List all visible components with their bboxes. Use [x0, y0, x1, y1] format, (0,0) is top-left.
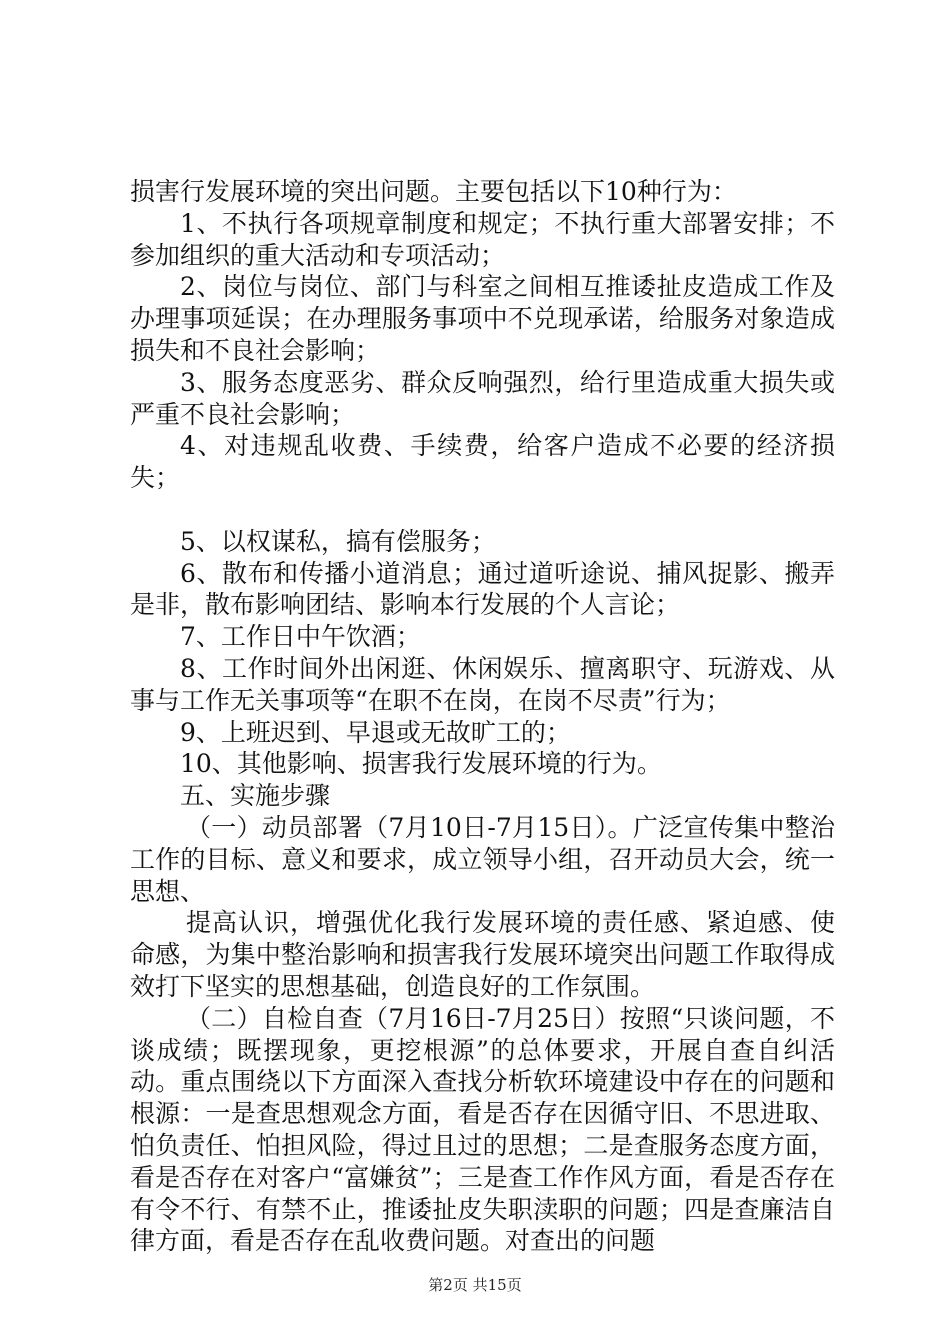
page-footer: 第2页 共15页 — [428, 1276, 522, 1294]
paragraph-step-1: （一）动员部署（7月10日-7月15日）。广泛宣传集中整治工作的目标、意义和要求，成立领导小组，召开动员大会，统一思想、 — [130, 812, 835, 906]
paragraph-item-10: 10、其他影响、损害我行发展环境的行为。 — [180, 749, 662, 779]
paragraph-item-7: 7、工作日中午饮酒； — [180, 622, 421, 652]
paragraph-item-9: 9、上班迟到、早退或无故旷工的； — [180, 717, 571, 747]
paragraph-step-2: （二）自检自查（7月16日-7月25日）按照“只谈问题，不谈成绩；既摆现象，更挖根源”的总体要求，开展自查自纠活动。重点围绕以下方面深入查找分析软环境建设中存在的问题和根源：一是查思想观念方面，看是否存在因循守旧、不思进取、怕负责任、怕担风险，得过且过的思想；二是查服务态度方面，看是否存在对客户“富嫌贫”；三是查工作作风方面，看是否存在有令不行、有禁不止，推诿扯皮失职渎职的问题；四是查廉洁自律方面，看是否存在乱收费问题。对查出的问题 — [130, 1003, 835, 1256]
document-body — [130, 176, 835, 1257]
paragraph-intro: 损害行发展环境的突出问题。主要包括以下10种行为： — [130, 177, 737, 206]
paragraph-item-3: 3、服务态度恶劣、群众反响强烈，给行里造成重大损失或严重不良社会影响； — [130, 367, 835, 429]
paragraph-item-4: 4、对违规乱收费、手续费，给客户造成不必要的经济损失； — [130, 431, 835, 493]
paragraph-item-5: 5、以权谋私，搞有偿服务； — [180, 526, 496, 556]
section-heading-implementation: 五、实施步骤 — [180, 781, 331, 811]
paragraph-item-2: 2、岗位与岗位、部门与科室之间相互推诿扯皮造成工作及办理事项延误；在办理服务事项中不兑现承诺，给服务对象造成损失和不良社会影响； — [130, 272, 835, 365]
paragraph-step-1-cont: 提高认识，增强优化我行发展环境的责任感、紧迫感、使命感，为集中整治影响和损害我行发展环境突出问题工作取得成效打下坚实的思想基础，创造良好的工作氛围。 — [130, 908, 835, 1001]
paragraph-item-8: 8、工作时间外出闲逛、休闲娱乐、擅离职守、玩游戏、从事与工作无关事项等“在职不在岗，在岗不尽责”行为； — [130, 653, 835, 715]
paragraph-item-6: 6、散布和传播小道消息；通过道听途说、捕风捉影、搬弄是非，散布影响团结、影响本行发展的个人言论； — [130, 558, 835, 620]
paragraph-item-1: 1、不执行各项规章制度和规定；不执行重大部署安排；不参加组织的重大活动和专项活动； — [130, 208, 835, 270]
